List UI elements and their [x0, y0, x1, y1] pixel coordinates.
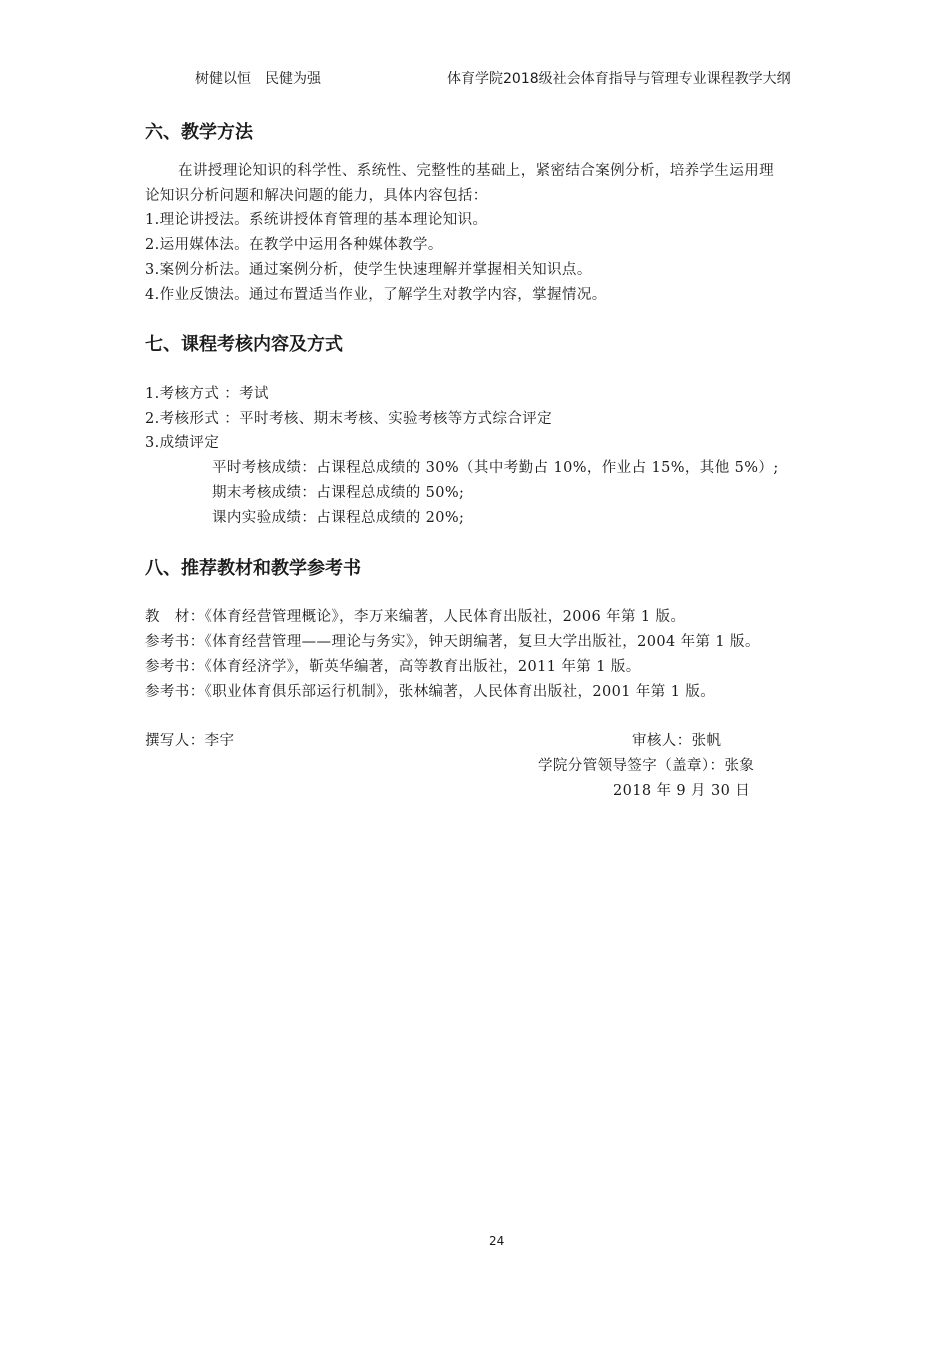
- list-item: 4.作业反馈法。通过布置适当作业，了解学生对教学内容，掌握情况。: [145, 287, 607, 303]
- reference-item: 参考书：《体育经营管理——理论与务实》，钟天朗编著，复旦大学出版社，2004 年第 1 版。: [145, 634, 760, 650]
- list-item: 3.成绩评定: [145, 435, 220, 451]
- page-number: 24: [489, 1234, 505, 1248]
- reference-item: 参考书：《职业体育俱乐部运行机制》，张林编著，人民体育出版社，2001 年第 1 版。: [145, 684, 716, 700]
- grade-line: 平时考核成绩：占课程总成绩的 30%（其中考勤占 10%，作业占 15%，其他 5%）;: [212, 460, 779, 476]
- header-title: 体育学院2018级社会体育指导与管理专业课程教学大纲: [447, 71, 791, 87]
- grade-line: 课内实验成绩：占课程总成绩的 20%;: [212, 510, 465, 526]
- header-motto: 树健以恒 民健为强: [195, 71, 321, 87]
- list-item: 2.考核形式 ：平时考核、期末考核、实验考核等方式综合评定: [145, 411, 553, 427]
- paragraph-line: 在讲授理论知识的科学性、系统性、完整性的基础上，紧密结合案例分析，培养学生运用理: [178, 163, 774, 179]
- list-item: 2.运用媒体法。在教学中运用各种媒体教学。: [145, 237, 443, 253]
- reference-item: 参考书：《体育经济学》，靳英华编著，高等教育出版社，2011 年第 1 版。: [145, 659, 641, 675]
- reference-item: 教 材：《体育经营管理概论》，李万来编著，人民体育出版社，2006 年第 1 版。: [145, 609, 686, 625]
- list-item: 1.考核方式 ：考试: [145, 386, 269, 402]
- reviewer-signature: 审核人：张帆: [632, 733, 722, 749]
- section-heading-assessment: 七、课程考核内容及方式: [145, 334, 343, 355]
- paragraph-line: 论知识分析问题和解决问题的能力，具体内容包括：: [145, 188, 488, 204]
- list-item: 1.理论讲授法。系统讲授体育管理的基本理论知识。: [145, 212, 488, 228]
- list-item: 3.案例分析法。通过案例分析，使学生快速理解并掌握相关知识点。: [145, 262, 592, 278]
- grade-line: 期末考核成绩：占课程总成绩的 50%;: [212, 485, 465, 501]
- section-heading-teaching-methods: 六、教学方法: [145, 122, 253, 143]
- signature-date: 2018 年 9 月 30 日: [613, 783, 751, 799]
- section-heading-textbooks: 八、推荐教材和教学参考书: [145, 558, 361, 579]
- leader-signature: 学院分管领导签字（盖章）：张象: [538, 758, 755, 774]
- writer-signature: 撰写人：李宇: [145, 733, 235, 749]
